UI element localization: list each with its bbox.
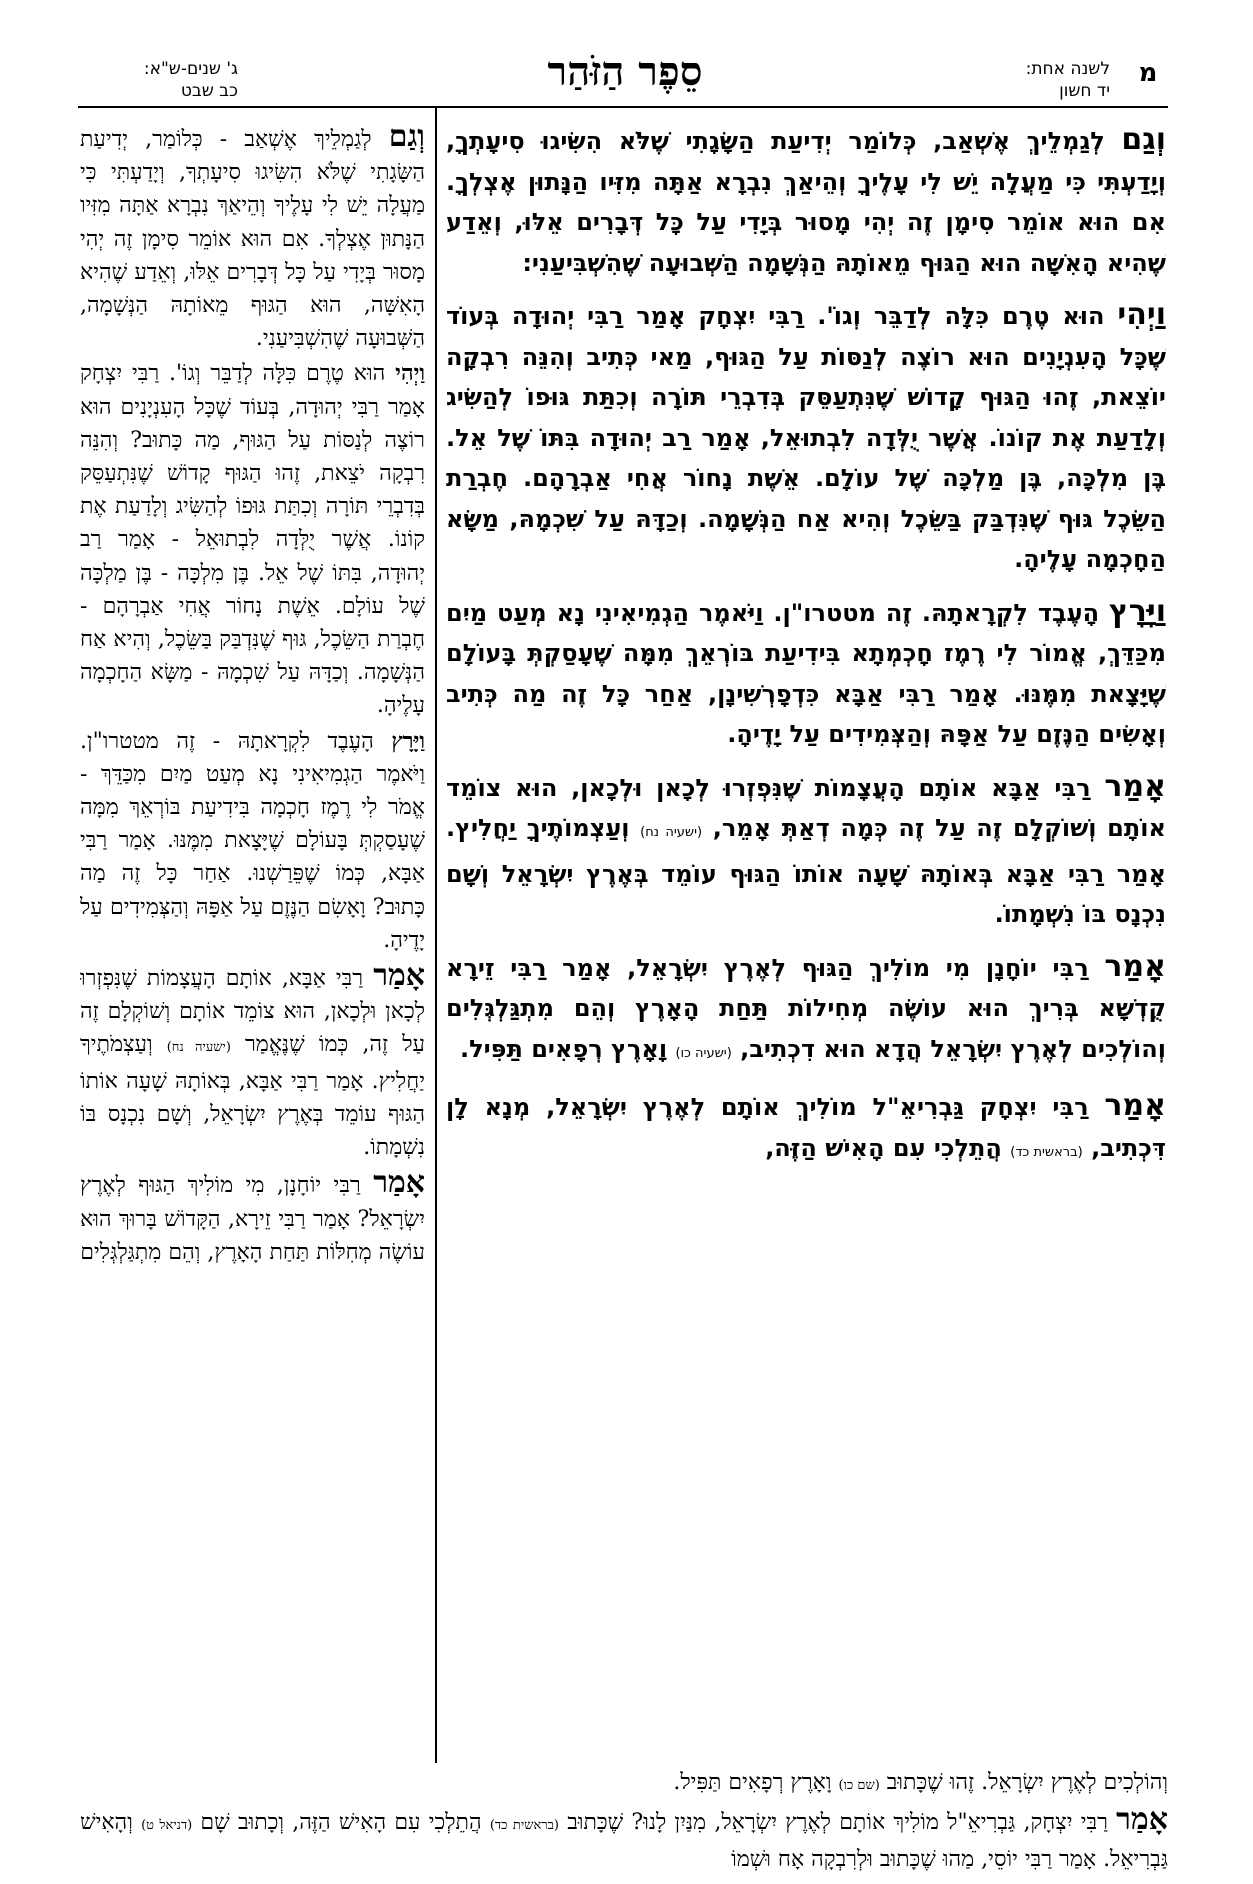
paragraph-text: הוּא טֶרֶם כִּלָּה לְדַבֵּר וְגוֹ'. רַבִּי יִצְחָק אָמַר רַבִּי יְהוּדָה בְּעוֹד שֶׁכָּל הָעִנְיָנִים הוּא רוֹצֶה לְנַסּוֹת עַל הַגּוּף, מַאי כְּתִיב וְהִנֵּה רִבְקָה יוֹצֵאת, זֶהוּ הַגּוּף קָדוֹשׁ שֶׁנִּתְעַסֵּק בְּדִבְרֵי תּוֹרָה וְכִתַּת גּוּפוֹ לְהַשִּׂיג וְלָדַעַת אֶת קוֹנוֹ. אֲשֶׁר יֻלְּדָה לִבְתוּאֵל, אָמַר רַב יְהוּדָה בִּתּוֹ שֶׁל אֵל. בֶּן מִלְכָּה, בֶּן מַלְכָּה שֶׁל עוֹלָם. אֵשֶׁת נָחוֹר אֲחִי אַבְרָהָם. חֶבְרַת הַשֵּׂכֶל גּוּף שֶׁנִּדְבַּק בַּשֵּׂכֶל וְהִיא אַח הַנְּשָׁמָה. וְכַדָּהּ עַל שִׁכְמָהּ, מַשָּׂא הַחָכְמָה עָלֶיהָ. (446, 302, 1166, 573)
main-paragraph-3 (446, 592, 1166, 755)
main-paragraph-5 (446, 947, 1166, 1075)
paragraph-text: רַבִּי יוֹחָנָן, מִי מוֹלִיךְ הַגּוּף לְאֶרֶץ יִשְׂרָאֵל? אָמַר רַבִּי זֵירָא, הַקָּדוֹשׁ בָּרוּךְ הוּא עוֹשֶׂה מְחִלּוֹת תַּחַת הָאָרֶץ, וְהֵם מִתְגַּלְגְּלִים (80, 1173, 425, 1265)
paragraph-text: רַבִּי יִצְחָק, גַּבְרִיאֵ"ל מוֹלִיךְ אוֹתָם לְאֶרֶץ יִשְׂרָאֵל, מִנַּיִן לָנוּ? שֶׁכָּתוּב (558, 1810, 1117, 1835)
paragraph-text: לְגַמְלֵיךְ אֶשְׁאַב, כְּלוֹמַר יְדִיעַת הַשָּׂגָתִי שֶׁלֹּא הִשִּׂיגוּ סִיעָתְךָ, וְיָדַעְתִּי כִּי מַעֲלָה יֵשׁ לִי עָלֶיךָ וְהֵיאַךְ נִבְרָא אַתָּה מִזִּיו הַנָּתוּן אֶצְלְךָ. אִם הוּא אוֹמֵר סִימָן זֶה יְהִי מָסוּר בְּיָדִי עַל כָּל דְּבָרִים אֵלּוּ, וְאֵדַע שֶׁהִיא הָאִשָּׁה הוּא הַגּוּף מֵאוֹתָהּ הַנְּשָׁמָה הַשְּׁבוּעָה שֶׁהִשְׁבִּיעַנִי: (446, 127, 1166, 277)
side-paragraph-3 (80, 725, 425, 957)
paragraph-text: הֲתֵלְכִי עִם הָאִישׁ הַזֶּה, וְכָתוּב שָׁם (192, 1810, 490, 1835)
paragraph-opening-word: אָמַר (1104, 768, 1166, 804)
paragraph-text: וְעַצְמֹתֶיךָ יַחֲלִיץ. אָמַר רַבִּי אַבָּא, בְּאוֹתָהּ שָׁעָה אוֹתוֹ הַגּוּף עוֹמֵד בְּאֶרֶץ יִשְׂרָאֵל, וְשָׁם נִכְנָס בּוֹ נִשְׁמָתוֹ. (80, 1032, 425, 1161)
scripture-reference: (דניאל ט) (141, 1818, 193, 1833)
scripture-reference: (ישעיה כו) (675, 1045, 732, 1061)
bottom-commentary (80, 1766, 1168, 1877)
header-right-line1: לשנה אחת: (1025, 59, 1110, 79)
header-left (78, 58, 238, 102)
paragraph-opening-word: וַיְהִי (395, 360, 425, 387)
paragraph-opening-word: אָמַר (1116, 1802, 1168, 1837)
scripture-reference: (בראשית כד) (1010, 1144, 1083, 1160)
main-paragraph-1 (446, 120, 1166, 283)
paragraph-opening-word: וְגַם (1121, 122, 1166, 157)
column-divider (435, 108, 437, 1763)
paragraph-text: וְהוֹלְכִים לְאֶרֶץ יִשְׂרָאֵל. זֶהוּ שֶׁכָּתוּב (879, 1770, 1168, 1795)
paragraph-opening-word: אָמַר (1104, 948, 1166, 984)
side-column (80, 120, 425, 1765)
paragraph-text: הוּא טֶרֶם כִּלָּה לְדַבֵּר וְגוֹ'. רַבִּי יִצְחָק אָמַר רַבִּי יְהוּדָה, בְּעוֹד שֶׁכָּל הָעִנְיָנִים הוּא רוֹצֶה לְנַסּוֹת עַל הַגּוּף, מַה כָּתוּב? וְהִנֵּה רִבְקָה יֹצֵאת, זֶהוּ הַגּוּף קָדוֹשׁ שֶׁנִּתְעַסֵּק בְּדִבְרֵי תּוֹרָה וְכִתַּת גּוּפוֹ לְהַשִּׂיג וְלָדַעַת אֶת קוֹנוֹ. אֲשֶׁר יֻלְּדָה לִבְתוּאֵל - אָמַר רַב יְהוּדָה, בִּתּוֹ שֶׁל אֵל. בֶּן מִלְכָּה - בֶּן מַלְכָּה שֶׁל עוֹלָם. אֵשֶׁת נָחוֹר אֲחִי אַבְרָהָם - חֶבְרַת הַשֵּׂכֶל, גּוּף שֶׁנִּדְבַּק בַּשֵּׂכֶל, וְהִיא אַח הַנְּשָׁמָה. וְכַדָּהּ עַל שִׁכְמָהּ - מַשָּׂא הַחָכְמָה עָלֶיהָ. (80, 361, 425, 719)
scripture-reference: (ישעיה נח) (166, 1040, 231, 1056)
header-divider (78, 106, 1168, 108)
paragraph-opening-word: וְגַם (388, 120, 425, 154)
main-paragraph-4 (446, 767, 1166, 935)
paragraph-text: לְגַמְלֵיךְ אֶשְׁאַב - כְּלוֹמַר, יְדִיעַת הַשָּׂגָתִי שֶׁלֹּא הִשִּׂיגוּ סִיעָתְךָ, וְיָדַעְתִּי כִּי מַעֲלָה יֵשׁ לִי עָלֶיךָ וְהֵיאַךְ נִבְרָא אַתָּה מִזִּיו הַנָּתוּן אֶצְלְךָ. אִם הוּא אוֹמֵר סִימָן זֶה יְהִי מָסוּר בְּיָדִי עַל כָּל דְּבָרִים אֵלּוּ, וְאֵדַע שֶׁהִיא הָאִשָּׁה, הוּא הַגּוּף מֵאוֹתָהּ הַנְּשָׁמָה, הַשְּׁבוּעָה שֶׁהִשְׁבִּיעַנִי. (80, 127, 425, 352)
paragraph-text: וְעַצְמוֹתֶיךָ יַחֲלִיץ. אָמַר רַבִּי אַבָּא בְּאוֹתָהּ שָׁעָה אוֹתוֹ הַגּוּף עוֹמֵד בְּאֶרֶץ יִשְׂרָאֵל וְשָׁם נִכְנָס בּוֹ נִשְׁמָתוֹ. (446, 814, 1166, 928)
paragraph-text: וְהָאִישׁ גַּבְרִיאֵל. אָמַר רַבִּי יוֹסֵי, מַהוּ שֶׁכָּתוּב וּלְרִבְקָה אָח וּשְׁמוֹ (80, 1810, 1168, 1872)
paragraph-text: הָעֶבֶד לִקְרָאתָהּ. זֶה מטטרו"ן. וַיֹּאמֶר הַגְמִיאִינִי נָא מְעַט מַיִם מִכַּדֵּךְ, אֱמוֹר לִי רֶמֶז חָכְמְתָא בִּידִיעַת בּוֹרְאֵךְ מִמָּה שֶׁעָסַקְתְּ בָּעוֹלָם שֶׁיָּצָאת מִמֶּנּוּ. אָמַר רַבִּי אַבָּא כִּדְפָרְשִׁינָן, אַחַר כָּל זֶה מַה כְּתִיב וְאָשִׂים הַנֶּזֶם עַל אַפָּהּ וְהַצְּמִידִים עַל יָדֶיהָ. (446, 598, 1166, 748)
paragraph-opening-word: וַיָּרָץ (1108, 593, 1166, 629)
main-column (446, 120, 1166, 1765)
scripture-reference: (ישעיה נח) (640, 825, 703, 840)
page-title: סֵפֶר הַזֹּהַר (547, 48, 703, 95)
paragraph-text: רַבִּי יוֹחָנָן מִי מוֹלִיךְ הַגּוּף לְאֶרֶץ יִשְׂרָאֵל, אָמַר רַבִּי זֵירָא קֻדְשָׁא בְּרִיךְ הוּא עוֹשֶׂה מְחִילוֹת תַּחַת הָאָרֶץ וְהֵם מִתְגַּלְגְּלִים וְהוֹלְכִים לְאֶרֶץ יִשְׂרָאֵל הֲדָא הוּא דִכְתִיב, (446, 953, 1166, 1063)
paragraph-text: רַבִּי אַבָּא, אוֹתָם הָעֲצָמוֹת שֶׁנִּפְזְרוּ לְכָאן וּלְכָאן, הוּא צוֹמֵד אוֹתָם וְשׁוֹקְלָם זֶה עַל זֶה, כְּמוֹ שֶׁנֶּאֱמַר (80, 966, 425, 1058)
bottom-paragraph-2 (80, 1803, 1168, 1877)
paragraph-text: וָאָרֶץ רְפָאִים תַּפִּיל. (673, 1770, 839, 1795)
header-right (960, 58, 1110, 102)
side-paragraph-1 (80, 120, 425, 355)
side-paragraph-5 (80, 1166, 425, 1269)
paragraph-text: הֲתֵלְכִי עִם הָאִישׁ הַזֶּה, (765, 1133, 1011, 1162)
paragraph-text: רַבִּי יִצְחָק גַּבְרִיאֵ"ל מוֹלִיךְ אוֹתָם לְאֶרֶץ יִשְׂרָאֵל, מְנָא לָן דִּכְתִיב, (446, 1093, 1166, 1162)
paragraph-opening-word: אָמַר (373, 1165, 425, 1201)
paragraph-text: רַבִּי אַבָּא אוֹתָם הָעֲצָמוֹת שֶׁנִּפְזְרוּ לְכָאן וּלְכָאן, הוּא צוֹמֵד אוֹתָם וְשׁוֹקְלָם זֶה עַל זֶה כְּמָה דְאַתְּ אָמֵר, (446, 773, 1166, 842)
paragraph-text: הָעֶבֶד לִקְרָאתָהּ - זֶה מטטרו"ן. וַיֹּאמֶר הַגְמִיאִינִי נָא מְעַט מַיִם מִכַּדֵּךְ - אֱמֹר לִי רֶמֶז חָכְמָה בִּידִיעַת בּוֹרְאֵךְ מִמָּה שֶׁעָסַקְתְּ בָּעוֹלָם שֶׁיָּצָאת מִמֶּנּוּ. אָמַר רַבִּי אַבָּא, כְּמוֹ שֶׁפֵּרַשְׁנוּ. אַחַר כָּל זֶה מַה כָּתוּב? וָאָשִׂם הַנֶּזֶם עַל אַפָּהּ וְהַצְּמִידִים עַל יָדֶיהָ. (80, 728, 425, 953)
side-paragraph-4 (80, 959, 425, 1164)
main-paragraph-6 (446, 1086, 1166, 1173)
paragraph-opening-word: וַיְהִי (1117, 297, 1166, 332)
page-letter: מ (1138, 58, 1158, 88)
paragraph-text: וָאָרֶץ רְפָאִים תַּפִּיל. (459, 1034, 676, 1063)
header-left-line2: כב שבט (180, 81, 238, 101)
paragraph-opening-word: אָמַר (1104, 1088, 1166, 1123)
header-left-line1: ג' שנים-ש"א: (143, 59, 238, 79)
paragraph-opening-word: וַיָּרָץ (391, 727, 425, 754)
main-paragraph-2 (446, 295, 1166, 580)
scripture-reference: (שם כו) (838, 1778, 880, 1793)
side-paragraph-2 (80, 357, 425, 722)
bottom-line-1 (80, 1766, 1168, 1803)
scripture-reference: (בראשית כד) (489, 1818, 559, 1833)
paragraph-opening-word: אָמַר (373, 958, 425, 994)
header-right-line2: יד חשון (1059, 81, 1110, 101)
